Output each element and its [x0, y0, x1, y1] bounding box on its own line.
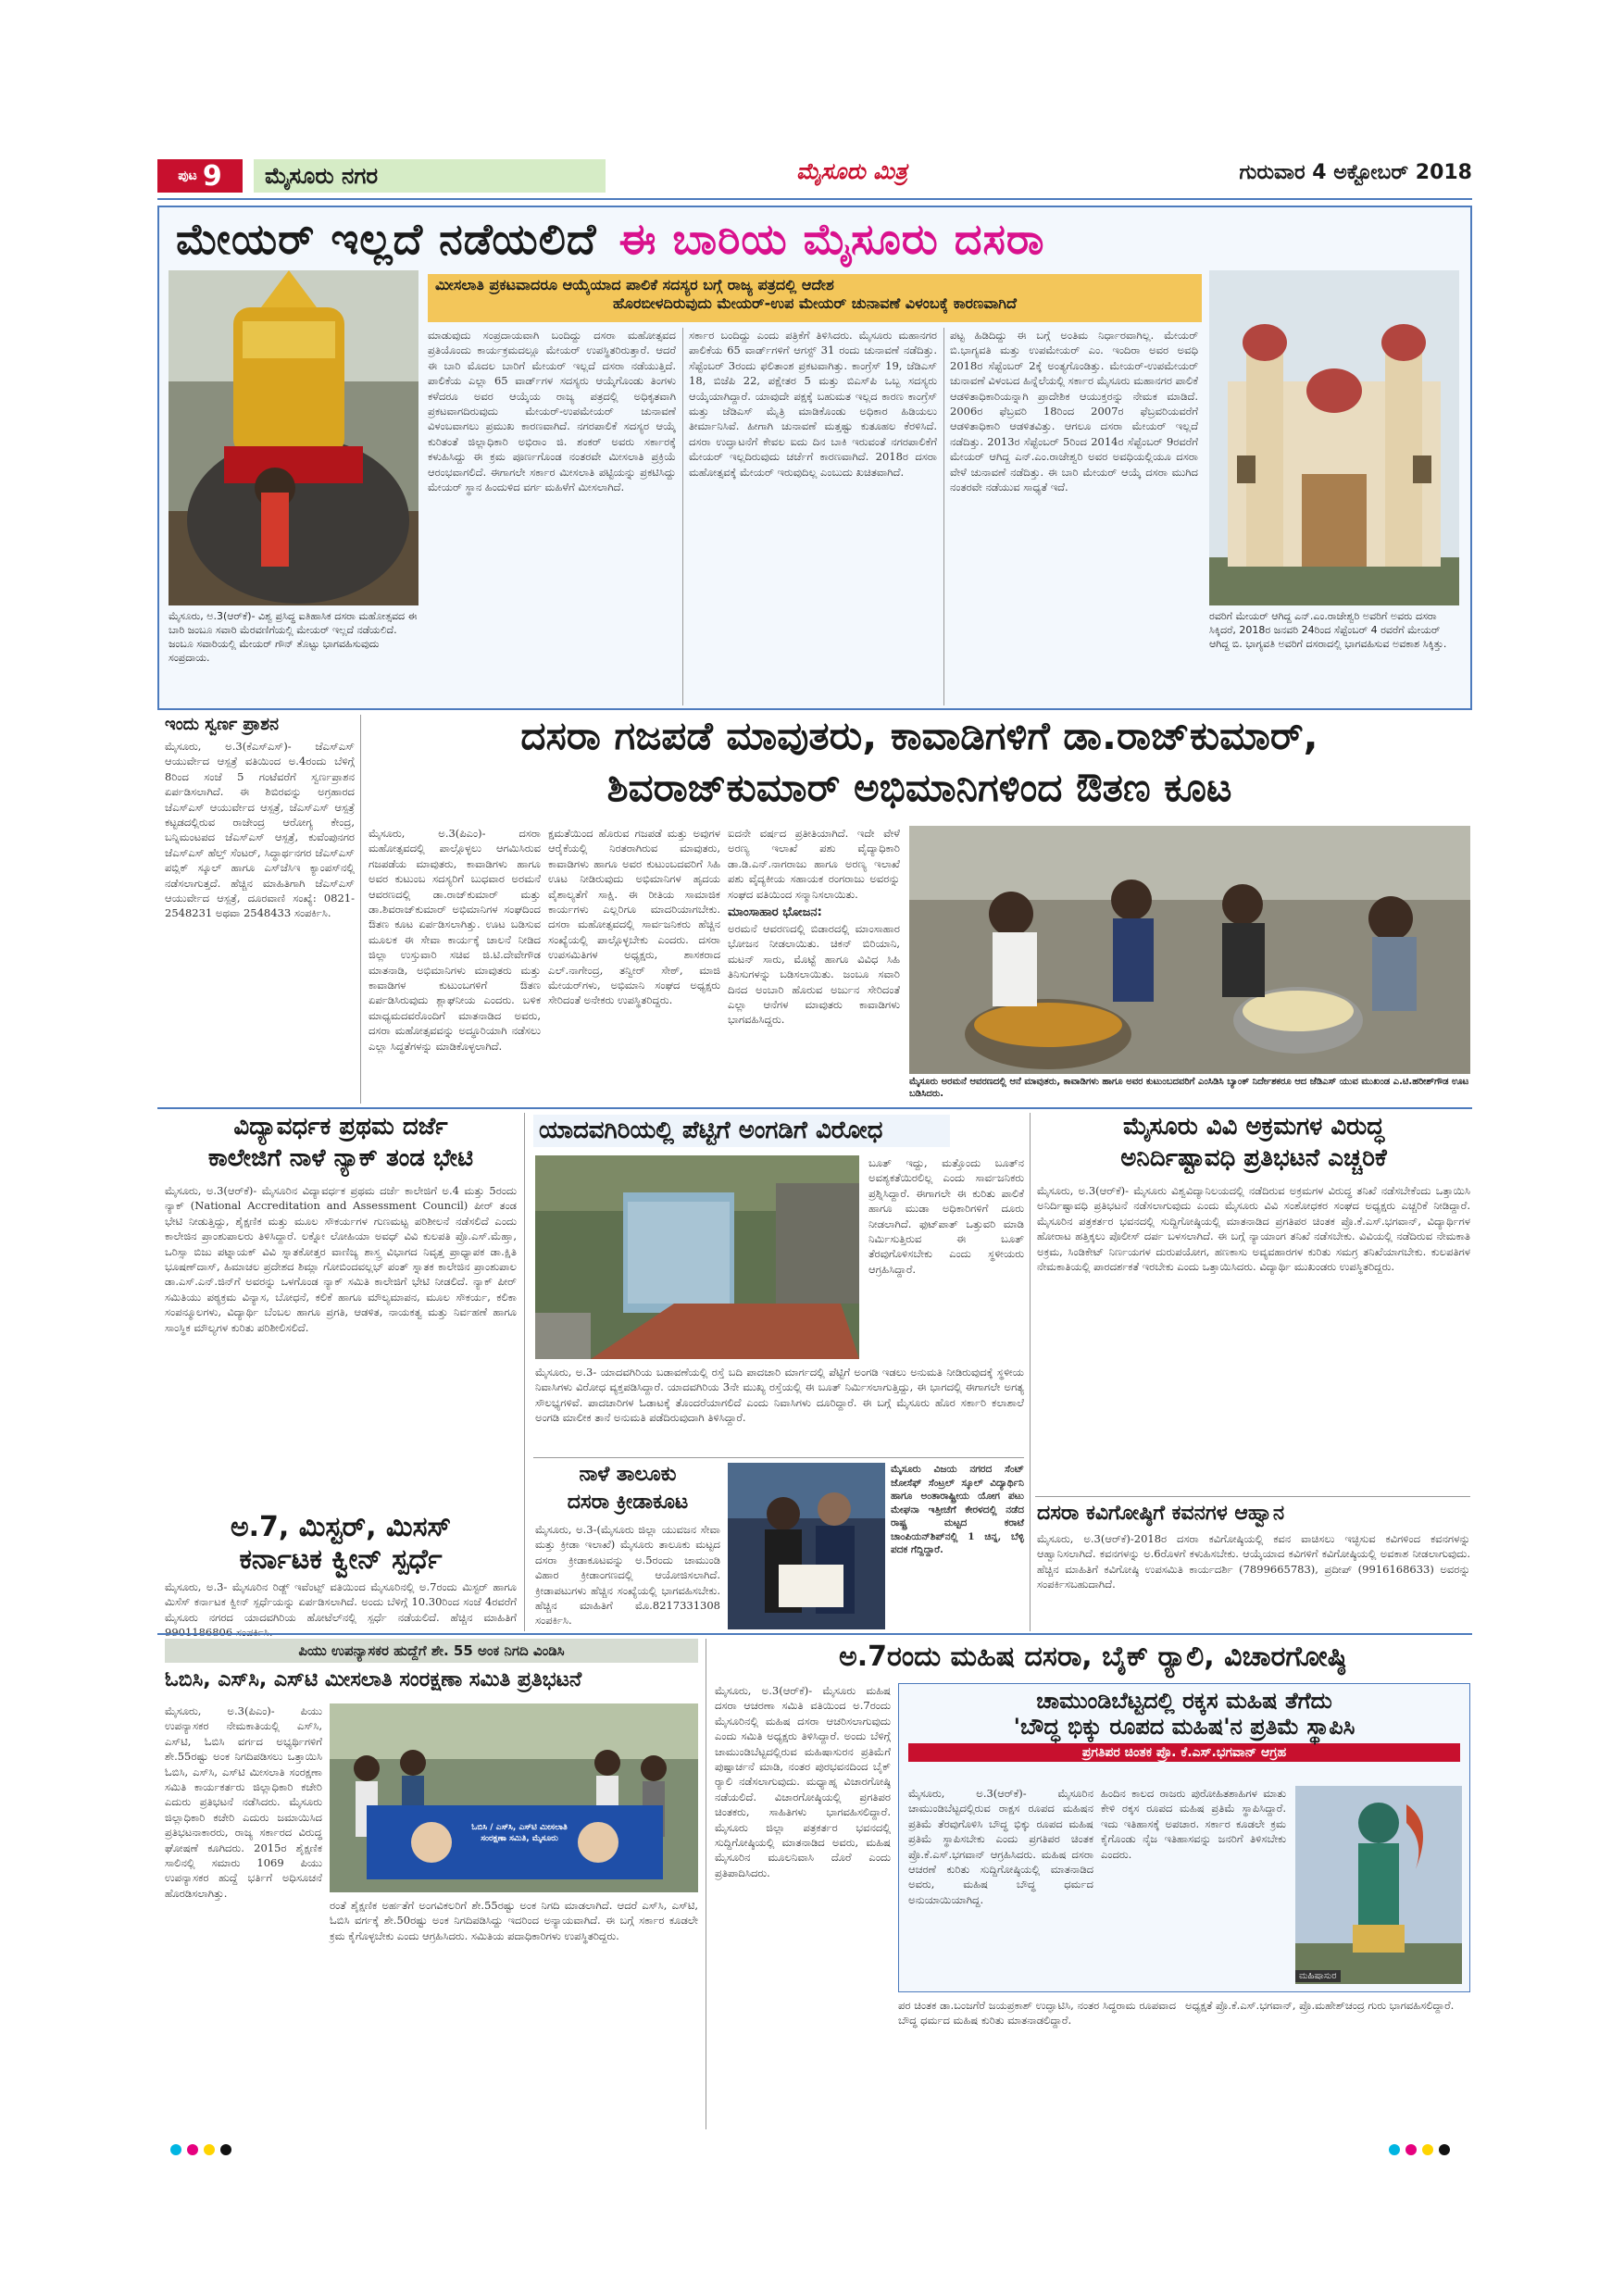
mahisha-box-text2: ಹಿಂದಿನ ಕಾಲದ ರಾಜರು ಪುರೋಹಿತಶಾಹಿಗಳ ಮಾತು ಕೇಳಿ ರಕ್ಕಸ ರೂಪದ ಮಹಿಷ ಪ್ರತಿಮೆ ಸ್ಥಾಪಿಸಿದ್ದಾರೆ. ಇದು ಇತಿಹಾಸಕ್ಕೆ ಅಪಚಾರ. ಸರ್ಕಾರ ಕೂಡಲೇ ಕ್ರಮ ಕೈಗೊಂಡು ನೈಜ ಇತಿಹಾಸವನ್ನು ಜನರಿಗೆ ತಿಳಿಸಬೇಕು ಎಂದರು.	[1101, 1787, 1286, 1861]
miss-karnataka-box	[165, 1511, 517, 1628]
obc-banner-text: ಪಿಯು ಉಪನ್ಯಾಸಕರ ಹುದ್ದೆಗೆ ಶೇ. 55 ಅಂಕ ನಿಗದಿ ವಿಂಡಿಸಿ	[298, 1642, 565, 1659]
yadavagiri-text: ಮೈಸೂರು, ಅ.3- ಯಾದವಗಿರಿಯ ಬಡಾವಣೆಯಲ್ಲಿ ರಸ್ತೆ ಬದಿ ಪಾದಚಾರಿ ಮಾರ್ಗದಲ್ಲಿ ಪೆಟ್ಟಿಗೆ ಅಂಗಡಿ ಇಡಲು ಅನುಮತಿ ನೀಡಿರುವುದಕ್ಕೆ ಸ್ಥಳೀಯ ನಿವಾಸಿಗಳು ವಿರೋಧ ವ್ಯಕ್ತಪಡಿಸಿದ್ದಾರೆ. ಯಾದವಗಿರಿಯ 3ನೇ ಮುಖ್ಯ ರಸ್ತೆಯಲ್ಲಿ ಈ ಬೂತ್ ನಿರ್ಮಿಸಲಾಗುತ್ತಿದ್ದು, ಈ ಭಾಗದಲ್ಲಿ ಈಗಾಗಲೇ ಅಗತ್ಯ ಸೌಲಭ್ಯಗಳಿವೆ. ಪಾದಚಾರಿಗಳ ಓಡಾಟಕ್ಕೆ ತೊಂದರೆಯಾಗಲಿದೆ ಎಂದು ನಿವಾಸಿಗಳು ದೂರಿದ್ದಾರೆ. ಈ ಬಗ್ಗೆ ಮೈಸೂರು ಹೊರ ಸರ್ಕಾರಿ ಕಲಾಶಾಲೆ ಅಂಗಡಿ ಮಾಲೀಕ ತಾನೆ ಅನುಮತಿ ಪಡೆದಿರುವುದಾಗಿ ತಿಳಿಸಿದ್ದಾರೆ.	[535, 1366, 1024, 1425]
protest-headline-2: ಅನಿರ್ದಿಷ್ಟಾವಧಿ ಪ್ರತಿಭಟನೆ ಎಚ್ಚರಿಕೆ	[1120, 1144, 1387, 1172]
poets-headline: ದಸರಾ ಕವಿಗೋಷ್ಠಿಗೆ ಕವನಗಳ ಆಹ್ವಾನ	[1037, 1502, 1285, 1525]
brief-gold-text: ಮೈಸೂರು, ಅ.3(ಕೆಎಸ್‌ಎಸ್)- ಜೆಎಸ್‌ಎಸ್ ಆಯುರ್ವೇದ ಆಸ್ಪತ್ರೆ ವತಿಯಿಂದ ಅ.4ರಂದು ಬೆಳಿಗ್ಗೆ 8ರಿಂದ ಸಂಜೆ 5 ಗಂಟೆವರೆಗೆ ಸ್ವರ್ಣಪ್ರಾಶನ ಏರ್ಪಡಿಸಲಾಗಿದೆ. ಈ ಶಿಬಿರವನ್ನು ಅಗ್ರಹಾರದ ಜೆಎಸ್‌ಎಸ್ ಆಯುರ್ವೇದ ಆಸ್ಪತ್ರೆ, ಜೆಎಸ್‌ಎಸ್ ಆಸ್ಪತ್ರೆ ಕಟ್ಟಡದಲ್ಲಿರುವ ರಾಜೇಂದ್ರ ಆರೋಗ್ಯ ಕೇಂದ್ರ, ಬನ್ನಿಮಂಟಪದ ಜೆಎಸ್‌ಎಸ್ ಆಸ್ಪತ್ರೆ, ಕುವೆಂಪುನಗರ ಜೆಎಸ್‌ಎಸ್ ಹೆಲ್ತ್ ಸೆಂಟರ್, ಸಿದ್ಧಾರ್ಥನಗರ ಜೆಎಸ್‌ಎಸ್ ಪಬ್ಲಿಕ್ ಸ್ಕೂಲ್ ಹಾಗೂ ಎಸ್‌ಜೆಸಿಇ ಕ್ಯಾಂಪಸ್‌ನಲ್ಲಿ ನಡೆಸಲಾಗುತ್ತದೆ. ಹೆಚ್ಚಿನ ಮಾಹಿತಿಗಾಗಿ ಜೆಎಸ್‌ಎಸ್ ಆಯುರ್ವೇದ ಆಸ್ಪತ್ರೆ, ದೂರವಾಣಿ ಸಂಖ್ಯೆ: 0821-2548231 ಅಥವಾ 2548433 ಸಂಪರ್ಕಿಸಿ.	[165, 740, 355, 920]
registration-dot	[170, 2144, 181, 2155]
dasara-headline-1: ದಸರಾ ಗಜಪಡೆ ಮಾವುತರು, ಕಾವಾಡಿಗಳಿಗೆ ಡಾ.ರಾಜ್‌ಕುಮಾರ್,	[520, 713, 1318, 758]
yadavagiri-headline: ಯಾದವಗಿರಿಯಲ್ಲಿ ಪೆಟ್ಟಿಗೆ ಅಂಗಡಿಗೆ ವಿರೋಧ	[533, 1115, 950, 1147]
obc-text-right: ರಂತೆ ಶೈಕ್ಷಣಿಕ ಅರ್ಹತೆಗೆ ಅಂಗವಿಕಲರಿಗೆ ಶೇ.55ರಷ್ಟು ಅಂಕ ನಿಗದಿ ಮಾಡಲಾಗಿದೆ. ಆದರೆ ಎಸ್‌ಸಿ, ಎಸ್‌ಟಿ, ಓಬಿಸಿ ವರ್ಗಕ್ಕೆ ಶೇ.50ರಷ್ಟು ಅಂಕ ನಿಗದಿಪಡಿಸಿದ್ದು ಇದರಿಂದ ಅನ್ಯಾಯವಾಗಿದೆ. ಈ ಬಗ್ಗೆ ಸರ್ಕಾರ ಕೂಡಲೇ ಕ್ರಮ ಕೈಗೊಳ್ಳಬೇಕು ಎಂದು ಆಗ್ರಹಿಸಿದರು. ಸಮಿತಿಯ ಪದಾಧಿಕಾರಿಗಳು ಉಪಸ್ಥಿತರಿದ್ದರು.	[330, 1899, 698, 1942]
dasara-col3b-text: ಅರಮನೆ ಆವರಣದಲ್ಲಿ ಬಿಡಾರದಲ್ಲಿ ಮಾಂಸಾಹಾರ ಭೋಜನ ನೀಡಲಾಯಿತು. ಚಿಕನ್ ಬಿರಿಯಾನಿ, ಮಟನ್ ಸಾರು, ಮೊಟ್ಟೆ ಹಾಗೂ ವಿವಿಧ ಸಿಹಿ ತಿನಿಸುಗಳನ್ನು ಬಡಿಸಲಾಯಿತು. ಜಂಬೂ ಸವಾರಿ ದಿನದ ಅಂಬಾರಿ ಹೊರುವ ಅರ್ಜುನ ಸೇರಿದಂತೆ ಎಲ್ಲಾ ಆನೆಗಳ ಮಾವುತರು ಕಾವಾಡಿಗಳು ಭಾಗವಹಿಸಿದ್ದರು.	[728, 922, 900, 1027]
date-text: ಗುರುವಾರ 4 ಅಕ್ಟೋಬರ್ 2018	[1239, 161, 1472, 184]
dasara-headline-2: ಶಿವರಾಜ್‌ಕುಮಾರ್ ಅಭಿಮಾನಿಗಳಿಂದ ಔತಣ ಕೂಟ	[606, 765, 1232, 810]
registration-dot	[187, 2144, 198, 2155]
paper-logo	[731, 157, 972, 194]
top-story-col1: ಮಾಡುವುದು ಸಂಪ್ರದಾಯವಾಗಿ ಬಂದಿದ್ದು ದಸರಾ ಮಹೋತ್ಸವದ ಪ್ರತಿಯೊಂದು ಕಾರ್ಯಕ್ರಮದಲ್ಲೂ ಮೇಯರ್ ಉಪಸ್ಥಿತರಿರುತ್ತಾರೆ. ಆದರೆ ಈ ಬಾರಿ ಮೊದಲ ಬಾರಿಗೆ ಮೇಯರ್ ಇಲ್ಲದೆ ದಸರಾ ನಡೆಯುತ್ತಿದೆ. ಪಾಲಿಕೆಯ ಎಲ್ಲಾ 65 ವಾರ್ಡ್‌ಗಳ ಸದಸ್ಯರು ಆಯ್ಕೆಗೊಂಡು ತಿಂಗಳು ಕಳೆದರೂ ಅವರ ಆಯ್ಕೆಯ ರಾಜ್ಯ ಪತ್ರದಲ್ಲಿ ಅಧಿಕೃತವಾಗಿ ಪ್ರಕಟವಾಗದಿರುವುದು ಮೇಯರ್-ಉಪಮೇಯರ್ ಚುನಾವಣೆ ವಿಳಂಬವಾಗಲು ಪ್ರಮುಖ ಕಾರಣವಾಗಿದೆ. ನಗರಪಾಲಿಕೆ ಸದಸ್ಯರ ಆಯ್ಕೆ ಕುರಿತಂತೆ ಜಿಲ್ಲಾಧಿಕಾರಿ ಅಭಿರಾಂ ಜಿ. ಶಂಕರ್ ಅವರು ಸರ್ಕಾರಕ್ಕೆ ಕಳುಹಿಸಿದ್ದು ಈ ಕ್ರಮ ಪೂರ್ಣಗೊಂಡ ನಂತರವೇ ಮೀಸಲಾತಿ ಪ್ರಕ್ರಿಯೆ ಆರಂಭವಾಗಲಿದೆ. ಈಗಾಗಲೇ ಸರ್ಕಾರ ಮೀಸಲಾತಿ ಪಟ್ಟಿಯನ್ನು ಪ್ರಕಟಿಸಿದ್ದು ಮೇಯರ್ ಸ್ಥಾನ ಹಿಂದುಳಿದ ವರ್ಗ ಮಹಿಳೆಗೆ ಮೀಸಲಾಗಿದೆ.	[428, 329, 676, 494]
statue-label: ಮಹಿಷಾಸುರ	[1295, 1970, 1341, 1982]
top-right-caption: ರವರಿಗೆ ಮೇಯರ್ ಆಗಿದ್ದ ಎನ್.ಎಂ.ರಾಜೇಶ್ವರಿ ಅವರಿಗೆ ಅವರು ದಸರಾ ಸಿಕ್ಕಿದರೆ, 2018ರ ಜನವರಿ 24ರಿಂದ ಸೆಪ್ಟೆಂಬರ್ 4 ರವರೆಗೆ ಮೇಯರ್ ಆಗಿದ್ದ ಬಿ. ಭಾಗ್ಯವತಿ ಅವರಿಗೆ ದಸರಾದಲ್ಲಿ ಭಾಗವಹಿಸುವ ಅವಕಾಶ ಸಿಕ್ಕಿತ್ತು.	[1209, 610, 1447, 650]
mahisha-bottom-text1: ಪರ ಚಿಂತಕ ಡಾ.ಬಂಜಗೆರೆ ಜಯಪ್ರಕಾಶ್ ಉದ್ಘಾಟಿಸಿ, ನಂತರ ಸಿದ್ಧರಾಮ ರೂಪವಾದ ಬೌದ್ಧ ಧರ್ಮದ ಮಹಿಷ ಕುರಿತು ಮಾತನಾಡಲಿದ್ದಾರೆ.	[898, 1999, 1176, 2028]
taluk-text: ಮೈಸೂರು, ಅ.3-(ಮೈಸೂರು ಜಿಲ್ಲಾ ಯುವಜನ ಸೇವಾ ಮತ್ತು ಕ್ರೀಡಾ ಇಲಾಖೆ) ಮೈಸೂರು ತಾಲೂಕು ಮಟ್ಟದ ದಸರಾ ಕ್ರೀಡಾಕೂಟವನ್ನು ಅ.5ರಂದು ಚಾಮುಂಡಿ ವಿಹಾರ ಕ್ರೀಡಾಂಗಣದಲ್ಲಿ ಆಯೋಜಿಸಲಾಗಿದೆ. ಕ್ರೀಡಾಪಟುಗಳು ಹೆಚ್ಚಿನ ಸಂಖ್ಯೆಯಲ್ಲಿ ಭಾಗವಹಿಸಬೇಕು. ಹೆಚ್ಚಿನ ಮಾಹಿತಿಗೆ ಮೊ.8217331308 ಸಂಪರ್ಕಿಸಿ.	[535, 1523, 720, 1628]
obc-text-left: ಮೈಸೂರು, ಅ.3(ಪಿಎಂ)- ಪಿಯು ಉಪನ್ಯಾಸಕರ ನೇಮಕಾತಿಯಲ್ಲಿ ಎಸ್‌ಸಿ, ಎಸ್‌ಟಿ, ಓಬಿಸಿ ವರ್ಗದ ಅಭ್ಯರ್ಥಿಗಳಿಗೆ ಶೇ.55ರಷ್ಟು ಅಂಕ ನಿಗದಿಪಡಿಸಲು ಒತ್ತಾಯಿಸಿ ಓಬಿಸಿ, ಎಸ್‌ಸಿ, ಎಸ್‌ಟಿ ಮೀಸಲಾತಿ ಸಂರಕ್ಷಣಾ ಸಮಿತಿ ಕಾರ್ಯಕರ್ತರು ಜಿಲ್ಲಾಧಿಕಾರಿ ಕಚೇರಿ ಎದುರು ಪ್ರತಿಭಟನೆ ನಡೆಸಿದರು. ಮೈಸೂರು ಜಿಲ್ಲಾಧಿಕಾರಿ ಕಚೇರಿ ಎದುರು ಜಮಾಯಿಸಿದ ಪ್ರತಿಭಟನಾಕಾರರು, ರಾಜ್ಯ ಸರ್ಕಾರದ ವಿರುದ್ಧ ಘೋಷಣೆ ಕೂಗಿದರು. 2015ರ ಶೈಕ್ಷಣಿಕ ಸಾಲಿನಲ್ಲಿ ಸಮಾರು 1069 ಪಿಯು ಉಪನ್ಯಾಸಕರ ಹುದ್ದೆ ಭರ್ತಿಗೆ ಅಧಿಸೂಚನೆ ಹೊರಡಿಸಲಾಗಿತ್ತು.	[165, 1704, 322, 1900]
elephant-photo	[169, 270, 418, 605]
mahisha-box-subhead	[908, 1743, 1460, 1762]
col-divider	[524, 1113, 525, 1631]
protest-headline-1: ಮೈಸೂರು ವಿವಿ ಅಕ್ರಮಗಳ ವಿರುದ್ಧ	[1122, 1113, 1385, 1141]
section-rule	[157, 1633, 1472, 1635]
col-divider	[943, 328, 944, 705]
mahisha-headline: ಅ.7ರಂದು ಮಹಿಷ ದಸರಾ, ಬೈಕ್ ರ್‍ಯಾಲಿ, ವಿಚಾರಗೋಷ್ಠಿ	[838, 1641, 1346, 1673]
registration-dots-left	[170, 2144, 244, 2157]
registration-dot	[1439, 2144, 1450, 2155]
obc-protest-image	[330, 1703, 698, 1892]
mahisha-text-left: ಮೈಸೂರು, ಅ.3(ಆರ್‌ಕೆ)- ಮೈಸೂರು ಮಹಿಷ ದಸರಾ ಆಚರಣಾ ಸಮಿತಿ ವತಿಯಿಂದ ಅ.7ರಂದು ಮೈಸೂರಿನಲ್ಲಿ ಮಹಿಷ ದಸರಾ ಆಚರಿಸಲಾಗುವುದು ಎಂದು ಸಮಿತಿ ಅಧ್ಯಕ್ಷರು ತಿಳಿಸಿದ್ದಾರೆ. ಅಂದು ಬೆಳಿಗ್ಗೆ ಚಾಮುಂಡಿಬೆಟ್ಟದಲ್ಲಿರುವ ಮಹಿಷಾಸುರನ ಪ್ರತಿಮೆಗೆ ಪುಷ್ಪಾರ್ಚನೆ ಮಾಡಿ, ನಂತರ ಪುರಭವನದಿಂದ ಬೈಕ್ ರ್‍ಯಾಲಿ ನಡೆಸಲಾಗುವುದು. ಮಧ್ಯಾಹ್ನ ವಿಚಾರಗೋಷ್ಠಿ ನಡೆಯಲಿದೆ. ವಿಚಾರಗೋಷ್ಠಿಯಲ್ಲಿ ಪ್ರಗತಿಪರ ಚಿಂತಕರು, ಸಾಹಿತಿಗಳು ಭಾಗವಹಿಸಲಿದ್ದಾರೆ. ಮೈಸೂರು ಜಿಲ್ಲಾ ಪತ್ರಕರ್ತರ ಭವನದಲ್ಲಿ ಸುದ್ದಿಗೋಷ್ಠಿಯಲ್ಲಿ ಮಾತನಾಡಿದ ಅವರು, ಮಹಿಷ ಮೈಸೂರಿನ ಮೂಲನಿವಾಸಿ ದೊರೆ ಎಂದು ಪ್ರತಿಪಾದಿಸಿದರು.	[715, 1684, 891, 1879]
page-label: ಪುಟ	[178, 168, 197, 183]
obc-headline: ಓಬಿಸಿ, ಎಸ್‌ಸಿ, ಎಸ್‌ಟಿ ಮೀಸಲಾತಿ ಸಂರಕ್ಷಣಾ ಸಮಿತಿ ಪ್ರತಿಭಟನೆ	[165, 1668, 582, 1691]
feast-photo	[909, 826, 1470, 1074]
palace-photo	[1209, 270, 1459, 605]
date-line	[1240, 161, 1472, 184]
registration-dot	[1422, 2144, 1433, 2155]
subhead-line1: ಮೀಸಲಾತಿ ಪ್ರಕಟವಾದರೂ ಆಯ್ಕೆಯಾದ ಪಾಲಿಕೆ ಸದಸ್ಯರ ಬಗ್ಗೆ ರಾಜ್ಯ ಪತ್ರದಲ್ಲಿ ಆದೇಶ	[435, 276, 834, 293]
naac-headline-1: ವಿದ್ಯಾವರ್ಧಕ ಪ್ರಥಮ ದರ್ಜೆ	[233, 1113, 448, 1141]
paper-name: ಮೈಸೂರು ಮಿತ್ರ	[796, 157, 907, 184]
section-label	[254, 159, 606, 193]
section-title: ಮೈಸೂರು ನಗರ	[265, 163, 379, 189]
karate-photo	[728, 1463, 885, 1629]
page-header	[157, 157, 1472, 194]
obc-photo-banner: ಓಬಿಸಿ / ಎಸ್‌ಸಿ, ಎಸ್‌ಟಿ ಮೀಸಲಾತಿ ಸಂರಕ್ಷಣಾ ಸಮಿತಿ, ಮೈಸೂರು	[471, 1823, 568, 1843]
booth-image	[535, 1155, 859, 1359]
karate-text: ಮೈಸೂರು ವಿಜಯ ನಗರದ ಸೆಂಟ್ ಜೋಸೆಫ್ ಸೆಂಟ್ರಲ್ ಸ್ಕೂಲ್ ವಿದ್ಯಾರ್ಥಿನಿ ಹಾಗೂ ಅಂತಾರಾಷ್ಟ್ರೀಯ ಯೋಗ ಪಟು ಮೇಘನಾ ಇತ್ತೀಚೆಗೆ ಕೇರಳದಲ್ಲಿ ನಡೆದ ರಾಷ್ಟ್ರ ಮಟ್ಟದ ಕರಾಟೆ ಚಾಂಪಿಯನ್‌ಶಿಪ್‌ನಲ್ಲಿ 1 ಚಿನ್ನ, ಬೆಳ್ಳಿ ಪದಕ ಗೆದ್ದಿದ್ದಾರೆ.	[891, 1464, 1024, 1555]
mahisha-box-headline-1: ಚಾಮುಂಡಿಬೆಟ್ಟದಲ್ಲಿ ರಕ್ಕಸ ಮಹಿಷ ತೆಗೆದು	[1036, 1688, 1332, 1714]
top-story-headline	[176, 211, 1463, 268]
feast-caption: ಮೈಸೂರು ಅರಮನೆ ಆವರಣದಲ್ಲಿ ಆನೆ ಮಾವುತರು, ಕಾವಾಡಿಗಳು ಹಾಗೂ ಅವರ ಕುಟುಂಬದವರಿಗೆ ಎಂಸಿಡಿಸಿ ಬ್ಯಾಂಕ್ ನಿರ್ದೇಶಕರೂ ಆದ ಜೆಡಿಎಸ್ ಯುವ ಮುಖಂಡ ಎ.ಟಿ.ಹರೀಶ್‌ಗೌಡ ಊಟ ಬಡಿಸಿದರು.	[909, 1077, 1469, 1099]
page-number: 9	[202, 159, 222, 193]
page-number-box	[157, 159, 243, 193]
registration-dots-right	[1389, 2144, 1463, 2157]
palace-image	[1209, 270, 1459, 605]
dasara-col1: ಮೈಸೂರು, ಅ.3(ಪಿಎಂ)- ದಸರಾ ಮಹೋತ್ಸವದಲ್ಲಿ ಪಾಲ್ಗೊಳ್ಳಲು ಆಗಮಿಸಿರುವ ಗಜಪಡೆಯ ಮಾವುತರು, ಕಾವಾಡಿಗಳು ಹಾಗೂ ಅವರ ಕುಟುಂಬ ಸದಸ್ಯರಿಗೆ ಬುಧವಾರ ಅರಮನೆ ಆವರಣದಲ್ಲಿ ಡಾ.ರಾಜ್‌ಕುಮಾರ್ ಮತ್ತು ಡಾ.ಶಿವರಾಜ್‌ಕುಮಾರ್ ಅಭಿಮಾನಿಗಳ ಸಂಘದಿಂದ ಔತಣ ಕೂಟ ಏರ್ಪಡಿಸಲಾಗಿತ್ತು. ಊಟ ಬಡಿಸುವ ಮೂಲಕ ಈ ಸೇವಾ ಕಾರ್ಯಕ್ಕೆ ಚಾಲನೆ ನೀಡಿದ ಜಿಲ್ಲಾ ಉಸ್ತುವಾರಿ ಸಚಿವ ಜಿ.ಟಿ.ದೇವೇಗೌಡ ಮಾತನಾಡಿ, ಅಭಿಮಾನಿಗಳು ಮಾವುತರು ಮತ್ತು ಕಾವಾಡಿಗಳ ಕುಟುಂಬಗಳಿಗೆ ಔತಣ ಏರ್ಪಡಿಸಿರುವುದು ಶ್ಲಾಘನೀಯ ಎಂದರು. ಬಳಿಕ ಮಾಧ್ಯಮದವರೊಂದಿಗೆ ಮಾತನಾಡಿದ ಅವರು, ದಸರಾ ಮಹೋತ್ಸವವನ್ನು ಅದ್ಧೂರಿಯಾಗಿ ನಡೆಸಲು ಎಲ್ಲಾ ಸಿದ್ಧತೆಗಳನ್ನು ಮಾಡಿಕೊಳ್ಳಲಾಗಿದೆ.	[369, 827, 541, 1053]
dasara-col3-text: ಐದನೇ ವರ್ಷದ ಪ್ರತೀತಿಯಾಗಿದೆ. ಇದೇ ವೇಳೆ ಅರಣ್ಯ ಇಲಾಖೆ ಪಶು ವೈದ್ಯಾಧಿಕಾರಿ ಡಾ.ಡಿ.ಎನ್.ನಾಗರಾಜು ಹಾಗೂ ಅರಣ್ಯ ಇಲಾಖೆ ಪಶು ವೈದ್ಯಕೀಯ ಸಹಾಯಕ ರಂಗರಾಜು ಅವರನ್ನು ಸಂಘದ ವತಿಯಿಂದ ಸನ್ಮಾನಿಸಲಾಯಿತು.	[728, 827, 900, 901]
taluk-headline-1: ನಾಳೆ ತಾಲೂಕು	[579, 1463, 677, 1486]
taluk-headline-2: ದಸರಾ ಕ್ರೀಡಾಕೂಟ	[567, 1491, 689, 1514]
yadavagiri-side-text: ಬೂತ್ ಇದ್ದು, ಮತ್ತೊಂದು ಬೂತ್‌ನ ಅವಶ್ಯಕತೆಯಿರಲಿಲ್ಲ ಎಂದು ಸಾರ್ವಜನಿಕರು ಪ್ರಶ್ನಿಸಿದ್ದಾರೆ. ಈಗಾಗಲೇ ಈ ಕುರಿತು ಪಾಲಿಕೆ ಹಾಗೂ ಮುಡಾ ಅಧಿಕಾರಿಗಳಿಗೆ ದೂರು ನೀಡಲಾಗಿದೆ. ಫುಟ್‌ಪಾತ್ ಒತ್ತುವರಿ ಮಾಡಿ ನಿರ್ಮಿಸುತ್ತಿರುವ ಈ ಬೂತ್ ತೆರವುಗೊಳಿಸಬೇಕು ಎಂದು ಸ್ಥಳೀಯರು ಆಗ್ರಹಿಸಿದ್ದಾರೆ.	[868, 1156, 1024, 1276]
feast-image	[909, 826, 1470, 1074]
headline-part2: ಈ ಬಾರಿಯ ಮೈಸೂರು ದಸರಾ	[618, 214, 1045, 264]
poets-text: ಮೈಸೂರು, ಅ.3(ಆರ್‌ಕೆ)-2018ರ ದಸರಾ ಕವಿಗೋಷ್ಠಿಯಲ್ಲಿ ಕವನ ವಾಚಿಸಲು ಇಚ್ಛಿಸುವ ಕವಿಗಳಿಂದ ಕವನಗಳನ್ನು ಆಹ್ವಾನಿಸಲಾಗಿದೆ. ಕವನಗಳನ್ನು ಅ.6ರೊಳಗೆ ಕಳುಹಿಸಬೇಕು. ಆಯ್ಕೆಯಾದ ಕವಿಗಳಿಗೆ ಕವಿಗೋಷ್ಠಿಯಲ್ಲಿ ಅವಕಾಶ ನೀಡಲಾಗುವುದು. ಹೆಚ್ಚಿನ ಮಾಹಿತಿಗೆ ಕವಿಗೋಷ್ಠಿ ಉಪಸಮಿತಿ ಕಾರ್ಯದರ್ಶಿ (7899665783), ಪ್ರದೀಪ್ (9916168633) ಅವರನ್ನು ಸಂಪರ್ಕಿಸಬಹುದಾಗಿದೆ.	[1037, 1532, 1470, 1591]
top-left-caption: ಮೈಸೂರು, ಅ.3(ಆರ್‌ಕೆ)- ವಿಶ್ವ ಪ್ರಸಿದ್ಧ ಐತಿಹಾಸಿಕ ದಸರಾ ಮಹೋತ್ಸವದ ಈ ಬಾರಿ ಜಂಬೂ ಸವಾರಿ ಮೆರವಣಿಗೆಯಲ್ಲಿ ಮೇಯರ್ ಇಲ್ಲದೆ ನಡೆಯಲಿದೆ. ಜಂಬೂ ಸವಾರಿಯಲ್ಲಿ ಮೇಯರ್ ಗೌನ್ ತೊಟ್ಟು ಭಾಗವಹಿಸುವುದು ಸಂಪ್ರದಾಯ.	[169, 610, 418, 664]
dasara-col2: ಕ್ಷಮತೆಯಿಂದ ಹೊರುವ ಗಜಪಡೆ ಮತ್ತು ಅವುಗಳ ಆರೈಕೆಯಲ್ಲಿ ನಿರತರಾಗಿರುವ ಮಾವುತರು, ಕಾವಾಡಿಗಳು ಹಾಗೂ ಅವರ ಕುಟುಂಬದವರಿಗೆ ಸಿಹಿ ಊಟ ನೀಡಿರುವುದು ಅಭಿಮಾನಿಗಳ ಹೃದಯ ವೈಶಾಲ್ಯತೆಗೆ ಸಾಕ್ಷಿ. ಈ ರೀತಿಯ ಸಾಮಾಜಿಕ ಕಾರ್ಯಗಳು ಎಲ್ಲರಿಗೂ ಮಾದರಿಯಾಗಬೇಕು. ದಸರಾ ಮಹೋತ್ಸವದಲ್ಲಿ ಸಾರ್ವಜನಿಕರು ಹೆಚ್ಚಿನ ಸಂಖ್ಯೆಯಲ್ಲಿ ಪಾಲ್ಗೊಳ್ಳಬೇಕು ಎಂದರು. ದಸರಾ ಉಪಸಮಿತಿಗಳ ಅಧ್ಯಕ್ಷರು, ಶಾಸಕರಾದ ಎಲ್.ನಾಗೇಂದ್ರ, ತನ್ವೀರ್ ಸೇಠ್, ಮಾಜಿ ಮೇಯರ್‌ಗಳು, ಅಭಿಮಾನಿ ಸಂಘದ ಅಧ್ಯಕ್ಷರು ಸೇರಿದಂತೆ ಅನೇಕರು ಉಪಸ್ಥಿತರಿದ್ದರು.	[548, 827, 720, 1007]
mahisha-bottom-text2: ಅಧ್ಯಕ್ಷತೆ ಪ್ರೊ.ಕೆ.ಎಸ್.ಭಗವಾನ್, ಪ್ರೊ.ಮಹೇಶ್‌ಚಂದ್ರ ಗುರು ಭಾಗವಹಿಸಲಿದ್ದಾರೆ.	[1185, 1999, 1455, 2012]
top-story-col3: ಪಟ್ಟ ಹಿಡಿದಿದ್ದು ಈ ಬಗ್ಗೆ ಅಂತಿಮ ನಿರ್ಧಾರವಾಗಿಲ್ಲ. ಮೇಯರ್ ಬಿ.ಭಾಗ್ಯವತಿ ಮತ್ತು ಉಪಮೇಯರ್ ಎಂ. ಇಂದಿರಾ ಅವರ ಅವಧಿ 2018ರ ಸೆಪ್ಟೆಂಬರ್ 2ಕ್ಕೆ ಅಂತ್ಯಗೊಂಡಿತ್ತು. ಮೇಯರ್-ಉಪಮೇಯರ್ ಚುನಾವಣೆ ವಿಳಂಬದ ಹಿನ್ನೆಲೆಯಲ್ಲಿ ಸರ್ಕಾರ ಮೈಸೂರು ಮಹಾನಗರ ಪಾಲಿಕೆ ಆಡಳಿತಾಧಿಕಾರಿಯನ್ನಾಗಿ ಪ್ರಾದೇಶಿಕ ಆಯುಕ್ತರನ್ನು ನೇಮಕ ಮಾಡಿದೆ. 2006ರ ಫೆಬ್ರವರಿ 18ರಿಂದ 2007ರ ಫೆಬ್ರವರಿಯವರೆಗೆ ಆಡಳಿತಾಧಿಕಾರಿ ಆಡಳಿತವಿತ್ತು. ಆಗಲೂ ದಸರಾ ಮೇಯರ್ ಇಲ್ಲದೆ ನಡೆದಿತ್ತು. 2013ರ ಸೆಪ್ಟೆಂಬರ್ 5ರಿಂದ 2014ರ ಸೆಪ್ಟೆಂಬರ್ 9ರವರೆಗೆ ಮೇಯರ್ ಆಗಿದ್ದ ಎನ್.ಎಂ.ರಾಜೇಶ್ವರಿ ಅವರ ಅವಧಿಯಲ್ಲಿಯೂ ದಸರಾ ವೇಳೆ ಚುನಾವಣೆ ನಡೆದಿತ್ತು. ಈ ಬಾರಿ ಮೇಯರ್ ಆಯ್ಕೆ ದಸರಾ ಮುಗಿದ ನಂತರವೇ ನಡೆಯುವ ಸಾಧ್ಯತೆ ಇದೆ.	[950, 329, 1198, 494]
col-divider	[360, 715, 361, 1104]
registration-dot	[204, 2144, 215, 2155]
naac-text: ಮೈಸೂರು, ಅ.3(ಆರ್‌ಕೆ)- ಮೈಸೂರಿನ ವಿದ್ಯಾವರ್ಧಕ ಪ್ರಥಮ ದರ್ಜೆ ಕಾಲೇಜಿಗೆ ಅ.4 ಮತ್ತು 5ರಂದು ನ್ಯಾಕ್ (National Accreditation and Assessment Council) ಪೀರ್ ತಂಡ ಭೇಟಿ ನೀಡುತ್ತಿದ್ದು, ಶೈಕ್ಷಣಿಕ ಮತ್ತು ಮೂಲ ಸೌಕರ್ಯಗಳ ಗುಣಮಟ್ಟ ಪರಿಶೀಲನೆ ನಡೆಸಲಿದೆ ಎಂದು ಕಾಲೇಜಿನ ಪ್ರಾಂಶುಪಾಲರು ತಿಳಿಸಿದ್ದಾರೆ. ಲಕ್ನೋ ಲೋಹಿಯಾ ಅವಧ್ ವಿವಿ ಕುಲಪತಿ ಪ್ರೊ.ಎಸ್.ಮೆಹ್ತಾ, ಒರಿಸ್ಸಾ ಬಿಜು ಪಟ್ನಾಯಕ್ ವಿವಿ ಸ್ನಾತಕೋತ್ತರ ವಾಣಿಜ್ಯ ಶಾಸ್ತ್ರ ವಿಭಾಗದ ನಿವೃತ್ತ ಪ್ರಾಧ್ಯಾಪಕ ಡಾ.ಕ್ಷಿತಿ ಭೂಷಣ್‌ದಾಸ್, ಹಿಮಾಚಲ ಪ್ರದೇಶದ ಶಿಮ್ಲಾ ಗೋಬಿಂದವಲ್ಲಭ್ ಪಂತ್ ಸ್ನಾತಕ ಕಾಲೇಜಿನ ಪ್ರಾಂಶುಪಾಲ ಡಾ.ಎಸ್.ಎನ್.ಜಿನ್‌ಗೆ ಅವರನ್ನು ಒಳಗೊಂಡ ನ್ಯಾಕ್ ಸಮಿತಿ ಕಾಲೇಜಿಗೆ ಭೇಟಿ ನೀಡಲಿದೆ. ನ್ಯಾಕ್ ಪೀರ್ ಸಮಿತಿಯು ಪಠ್ಯಕ್ರಮ ವಿನ್ಯಾಸ, ಬೋಧನೆ, ಕಲಿಕೆ ಹಾಗೂ ಮೌಲ್ಯಮಾಪನ, ಮೂಲ ಸೌಕರ್ಯ, ಕಲಿಕಾ ಸಂಪನ್ಮೂಲಗಳು, ವಿದ್ಯಾರ್ಥಿ ಬೆಂಬಲ ಹಾಗೂ ಪ್ರಗತಿ, ಆಡಳಿತ, ನಾಯಕತ್ವ ಮತ್ತು ನಿರ್ವಹಣೆ ಹಾಗೂ ಸಾಂಸ್ಥಿಕ ಮೌಲ್ಯಗಳ ಕುರಿತು ಪರಿಶೀಲಿಸಲಿದೆ.	[165, 1184, 517, 1334]
subhead-line2: ಹೊರಬೀಳದಿರುವುದು ಮೇಯರ್-ಉಪ ಮೇಯರ್ ಚುನಾವಣೆ ವಿಳಂಬಕ್ಕೆ ಕಾರಣವಾಗಿದೆ	[613, 294, 1017, 312]
mahisha-subhead-text: ಪ್ರಗತಿಪರ ಚಿಂತಕ ಪ್ರೊ. ಕೆ.ಎಸ್.ಭಗವಾನ್ ಆಗ್ರಹ	[1081, 1745, 1287, 1760]
karate-image	[728, 1463, 885, 1629]
mahisha-box-headline-2: 'ಬೌದ್ಧ ಭಿಕ್ಕು ರೂಪದ ಮಹಿಷ'ನ ಪ್ರತಿಮೆ ಸ್ಥಾಪಿಸಿ	[1013, 1714, 1355, 1740]
top-subhead	[428, 274, 1202, 322]
miss-headline-2: ಕರ್ನಾಟಕ ಕ್ವೀನ್ ಸ್ಪರ್ಧೆ	[239, 1543, 443, 1576]
obc-banner	[165, 1639, 698, 1663]
section-rule	[1035, 1496, 1470, 1497]
mahisha-box	[898, 1683, 1470, 1992]
col-divider	[682, 328, 683, 705]
mahisha-box-text1: ಮೈಸೂರು, ಅ.3(ಆರ್‌ಕೆ)- ಮೈಸೂರಿನ ಚಾಮುಂಡಿಬೆಟ್ಟದಲ್ಲಿರುವ ರಾಕ್ಷಸ ರೂಪದ ಮಹಿಷನ ಪ್ರತಿಮೆ ತೆರವುಗೊಳಿಸಿ ಬೌದ್ಧ ಭಿಕ್ಕು ರೂಪದ ಮಹಿಷ ಪ್ರತಿಮೆ ಸ್ಥಾಪಿಸಬೇಕು ಎಂದು ಪ್ರಗತಿಪರ ಚಿಂತಕ ಪ್ರೊ.ಕೆ.ಎಸ್.ಭಗವಾನ್ ಆಗ್ರಹಿಸಿದರು. ಮಹಿಷ ದಸರಾ ಆಚರಣೆ ಕುರಿತು ಸುದ್ದಿಗೋಷ್ಠಿಯಲ್ಲಿ ಮಾತನಾಡಿದ ಅವರು, ಮಹಿಷ ಬೌದ್ಧ ಧರ್ಮದ ಅನುಯಾಯಿಯಾಗಿದ್ದ.	[908, 1787, 1093, 1906]
miss-headline-1: ಅ.7, ಮಿಸ್ಟರ್, ಮಿಸಸ್	[230, 1511, 452, 1543]
mahisha-statue-image	[1295, 1786, 1462, 1984]
dasara-col3	[728, 826, 900, 1100]
obc-photo	[330, 1703, 698, 1892]
header-rule	[157, 198, 1472, 200]
brief-gold-title: ಇಂದು ಸ್ವರ್ಣ ಪ್ರಾಶನ	[165, 715, 279, 734]
booth-photo	[535, 1155, 859, 1359]
headline-part1: ಮೇಯರ್ ಇಲ್ಲದೆ ನಡೆಯಲಿದೆ	[176, 214, 597, 264]
dasara-subhead: ಮಾಂಸಾಹಾರ ಭೋಜನ:	[728, 905, 822, 920]
registration-dot	[1405, 2144, 1417, 2155]
protest-text: ಮೈಸೂರು, ಅ.3(ಆರ್‌ಕೆ)- ಮೈಸೂರು ವಿಶ್ವವಿದ್ಯಾನಿಲಯದಲ್ಲಿ ನಡೆದಿರುವ ಅಕ್ರಮಗಳ ವಿರುದ್ಧ ತನಿಖೆ ನಡೆಸಬೇಕೆಂದು ಒತ್ತಾಯಿಸಿ ಅನಿರ್ದಿಷ್ಟಾವಧಿ ಪ್ರತಿಭಟನೆ ನಡೆಸಲಾಗುವುದು ಎಂದು ಮೈಸೂರು ವಿವಿ ಸಂಶೋಧಕರ ಸಂಘದ ಅಧ್ಯಕ್ಷರು ಎಚ್ಚರಿಕೆ ನೀಡಿದ್ದಾರೆ. ಮೈಸೂರಿನ ಪತ್ರಕರ್ತರ ಭವನದಲ್ಲಿ ಸುದ್ದಿಗೋಷ್ಠಿಯಲ್ಲಿ ಮಾತನಾಡಿದ ಪ್ರಗತಿಪರ ಚಿಂತಕ ಪ್ರೊ.ಕೆ.ಎಸ್.ಭಗವಾನ್, ವಿದ್ಯಾರ್ಥಿಗಳ ಹೋರಾಟ ಹತ್ತಿಕ್ಕಲು ಪೊಲೀಸ್ ದರ್ಪ ಬಳಸಲಾಗಿದೆ. ಈ ಬಗ್ಗೆ ನ್ಯಾಯಾಂಗ ತನಿಖೆ ನಡೆಸಬೇಕು. ವಿವಿಯಲ್ಲಿ ನಡೆದಿರುವ ನೇಮಕಾತಿ ಅಕ್ರಮ, ಸಿಂಡಿಕೇಟ್ ನಿರ್ಣಯಗಳ ದುರುಪಯೋಗ, ಹಣಕಾಸು ಅವ್ಯವಹಾರಗಳ ಕುರಿತು ಸಮಗ್ರ ತನಿಖೆಯಾಗಬೇಕು. ಕುಲಪತಿಗಳ ನೇಮಕಾತಿಯಲ್ಲಿ ಪಾರದರ್ಶಕತೆ ಇರಬೇಕು ಎಂದು ಒತ್ತಾಯಿಸಿದರು. ವಿದ್ಯಾರ್ಥಿ ಮುಖಂಡರು ಉಪಸ್ಥಿತರಿದ್ದರು.	[1037, 1184, 1470, 1274]
registration-dot	[1389, 2144, 1400, 2155]
section-rule	[533, 1457, 1024, 1458]
top-story-col2: ಸರ್ಕಾರ ಬಂದಿದ್ದು ಎಂದು ಪತ್ರಿಕೆಗೆ ತಿಳಿಸಿದರು. ಮೈಸೂರು ಮಹಾನಗರ ಪಾಲಿಕೆಯ 65 ವಾರ್ಡ್‌ಗಳಿಗೆ ಆಗಸ್ಟ್ 31 ರಂದು ಚುನಾವಣೆ ನಡೆದಿತ್ತು. ಸೆಪ್ಟೆಂಬರ್ 3ರಂದು ಫಲಿತಾಂಶ ಪ್ರಕಟವಾಗಿತ್ತು. ಕಾಂಗ್ರೆಸ್ 19, ಜೆಡಿಎಸ್ 18, ಬಿಜೆಪಿ 22, ಪಕ್ಷೇತರ 5 ಮತ್ತು ಬಿಎಸ್‌ಪಿ ಒಬ್ಬ ಸದಸ್ಯರು ಆಯ್ಕೆಯಾಗಿದ್ದಾರೆ. ಯಾವುದೇ ಪಕ್ಷಕ್ಕೆ ಬಹುಮತ ಇಲ್ಲದ ಕಾರಣ ಕಾಂಗ್ರೆಸ್ ಮತ್ತು ಜೆಡಿಎಸ್ ಮೈತ್ರಿ ಮಾಡಿಕೊಂಡು ಅಧಿಕಾರ ಹಿಡಿಯಲು ತೀರ್ಮಾನಿಸಿವೆ. ಹೀಗಾಗಿ ಚುನಾವಣೆ ಮತ್ತಷ್ಟು ಕುತೂಹಲ ಕೆರಳಿಸಿದೆ. ದಸರಾ ಉದ್ಘಾಟನೆಗೆ ಕೇವಲ ಐದು ದಿನ ಬಾಕಿ ಇರುವಂತೆ ನಗರಪಾಲಿಕೆಗೆ ಮೇಯರ್ ಇಲ್ಲದಿರುವುದು ಚರ್ಚೆಗೆ ಕಾರಣವಾಗಿದೆ. 2018ರ ದಸರಾ ಮಹೋತ್ಸವಕ್ಕೆ ಮೇಯರ್ ಇರುವುದಿಲ್ಲ ಎಂಬುದು ಖಚಿತವಾಗಿದೆ.	[689, 329, 937, 479]
elephant-image	[169, 270, 418, 605]
col-divider	[1030, 1113, 1031, 1631]
miss-text: ಮೈಸೂರು, ಅ.3- ಮೈಸೂರಿನ ರಿಡ್ಜ್ ಇವೆಂಟ್ಸ್ ವತಿಯಿಂದ ಮೈಸೂರಿನಲ್ಲಿ ಅ.7ರಂದು ಮಿಸ್ಟರ್ ಹಾಗೂ ಮಿಸೆಸ್ ಕರ್ನಾಟಕ ಕ್ವೀನ್ ಸ್ಪರ್ಧೆಯನ್ನು ಏರ್ಪಡಿಸಲಾಗಿದೆ. ಅಂದು ಬೆಳಿಗ್ಗೆ 10.30ರಿಂದ ಸಂಜೆ 4ರವರೆಗೆ ಮೈಸೂರು ನಗರದ ಯಾದವಗಿರಿಯ ಹೋಟೆಲ್‌ನಲ್ಲಿ ಸ್ಪರ್ಧೆ ನಡೆಯಲಿದೆ. ಹೆಚ್ಚಿನ ಮಾಹಿತಿಗೆ	[165, 1580, 517, 1624]
registration-dot	[220, 2144, 231, 2155]
section-rule	[157, 1107, 1472, 1109]
naac-headline-2: ಕಾಲೇಜಿಗೆ ನಾಳೆ ನ್ಯಾಕ್ ತಂಡ ಭೇಟಿ	[207, 1144, 474, 1172]
mahisha-statue	[1295, 1786, 1462, 1984]
